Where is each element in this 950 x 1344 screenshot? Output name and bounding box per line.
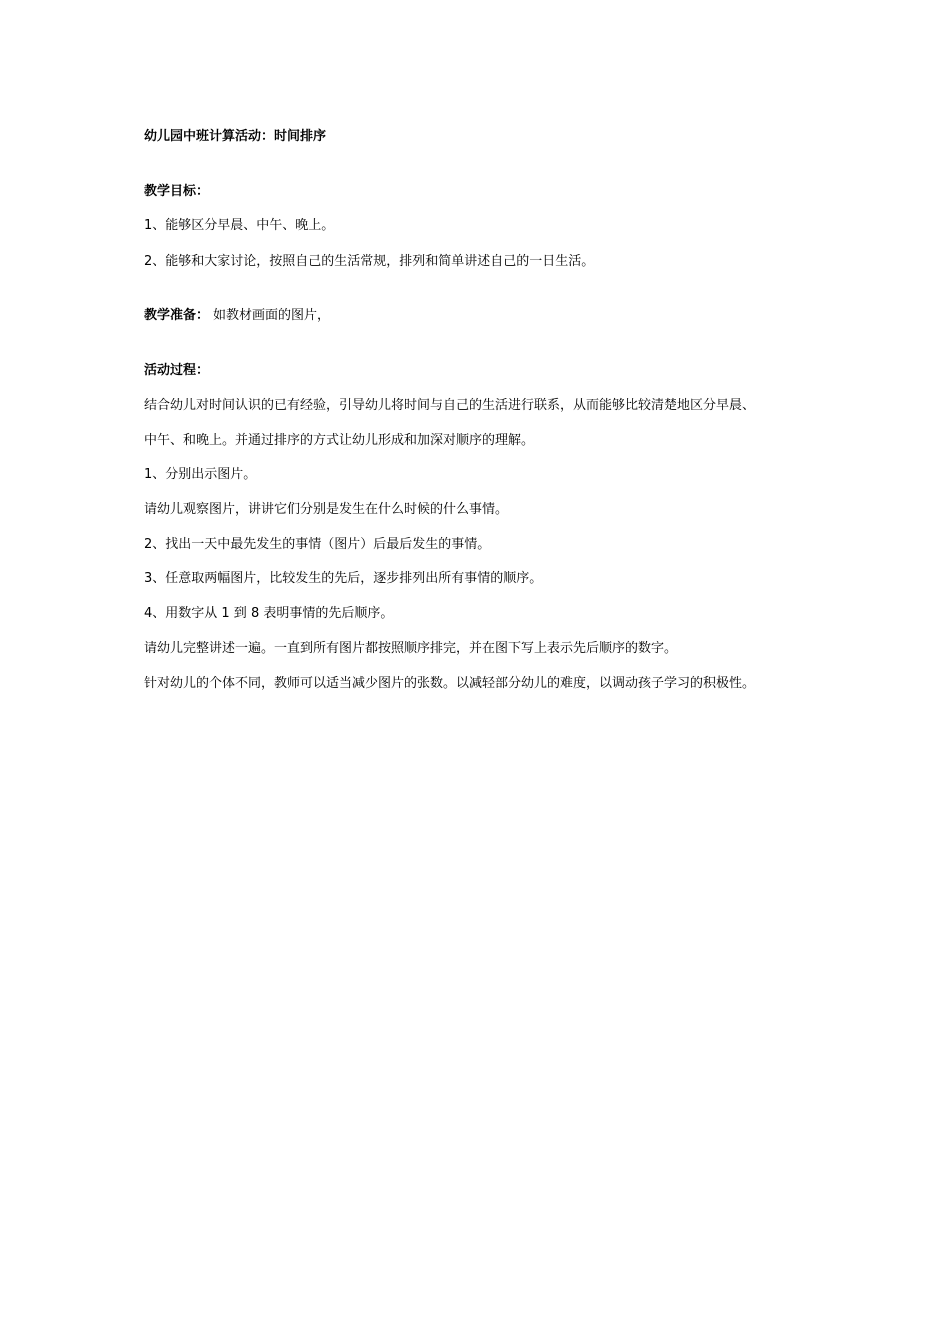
goal-item-1: 1、能够区分早晨、中午、晚上。 [144,218,335,233]
process-step-4: 4、用数字从 1 到 8 表明事情的先后顺序。 [144,606,394,621]
process-note: 针对幼儿的个体不同，教师可以适当减少图片的张数。以减轻部分幼儿的难度，以调动孩子学习的积极性。 [144,676,756,691]
document-title: 幼儿园中班计算活动：时间排序 [144,129,327,144]
process-intro-line-1: 结合幼儿对时间认识的已有经验，引导幼儿将时间与自己的生活进行联系，从而能够比较清楚地区分早晨、 [144,398,756,413]
process-heading: 活动过程： [144,363,210,378]
process-step-1-detail: 请幼儿观察图片，讲讲它们分别是发生在什么时候的什么事情。 [144,502,509,517]
process-step-2: 2、找出一天中最先发生的事情（图片）后最后发生的事情。 [144,537,491,552]
process-step-1: 1、分别出示图片。 [144,467,257,482]
process-step-3: 3、任意取两幅图片，比较发生的先后，逐步排列出所有事情的顺序。 [144,571,543,586]
goals-heading: 教学目标： [144,184,210,199]
preparation-heading: 教学准备： [144,308,210,323]
preparation-paragraph [144,306,330,326]
goal-item-2: 2、能够和大家讨论，按照自己的生活常规，排列和简单讲述自己的一日生活。 [144,254,595,269]
process-step-4-detail: 请幼儿完整讲述一遍。一直到所有图片都按照顺序排完，并在图下写上表示先后顺序的数字。 [144,641,678,656]
preparation-text: 如教材画面的图片， [213,308,331,323]
process-intro-line-2: 中午、和晚上。并通过排序的方式让幼儿形成和加深对顺序的理解。 [144,433,535,448]
